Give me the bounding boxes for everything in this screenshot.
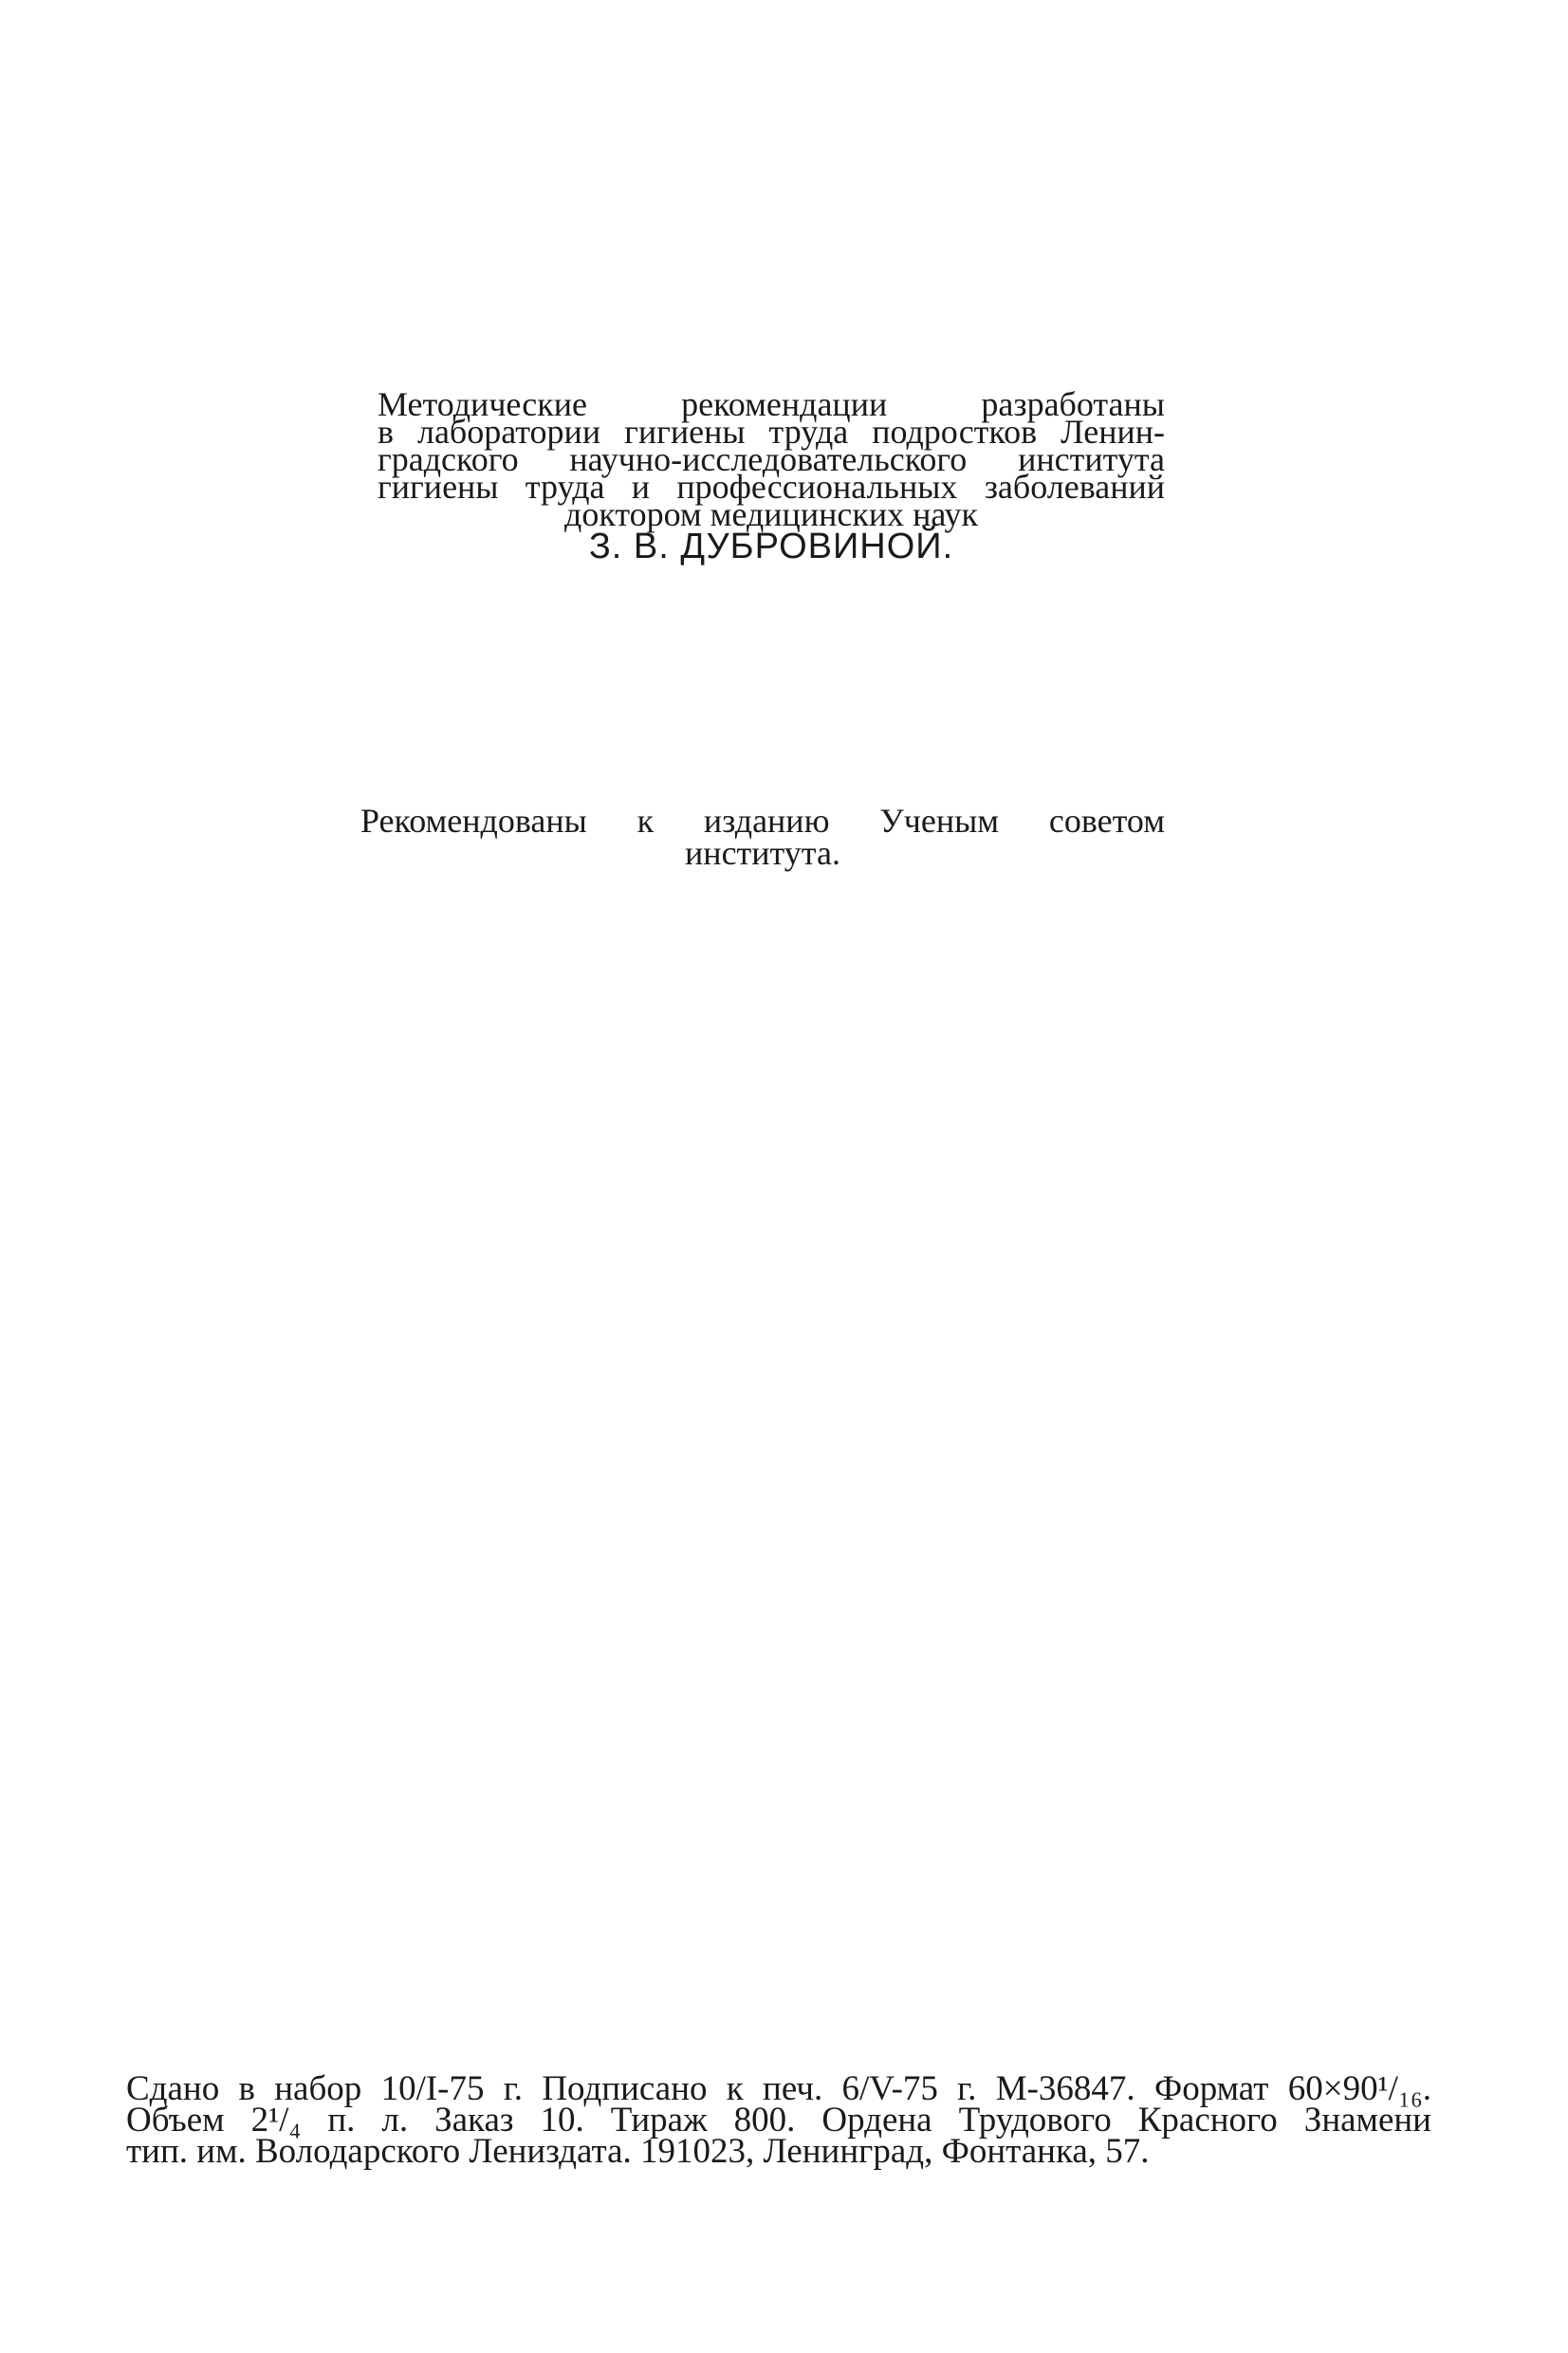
imprint-line-1: Сдано в набор 10/I-75 г. Подписано к печ. 6/V-75 г. М-36847. Формат 60×90¹/₁₆. bbox=[126, 2069, 1431, 2108]
imprint-line-2: Объем 2¹/₄ п. л. Заказ 10. Тираж 800. Ордена Трудового Красного Знамени bbox=[126, 2101, 1431, 2140]
author-name: З. В. ДУБРОВИНОЙ. bbox=[588, 527, 954, 566]
imprint bbox=[126, 2069, 1431, 2171]
imprint-line-3: тип. им. Володарского Лениздата. 191023, Ленинград, Фонтанка, 57. bbox=[126, 2132, 1150, 2171]
authors-line-1: Методические рекомендации разработаны bbox=[378, 385, 1165, 423]
recommendation-line-2: института. bbox=[685, 834, 840, 872]
authors-note bbox=[378, 387, 1165, 566]
recommendation-line-1: Рекомендованы к изданию Ученым советом bbox=[360, 802, 1165, 840]
authors-line-3: градского научно-исследовательского института bbox=[378, 440, 1165, 478]
recommendation-note bbox=[360, 802, 1165, 872]
authors-line-2: в лаборатории гигиены труда подростков Ленин- bbox=[378, 413, 1165, 451]
authors-line-4: гигиены труда и профессиональных заболеваний bbox=[378, 468, 1165, 506]
authors-line-5: доктором медицинских наук bbox=[564, 495, 978, 533]
